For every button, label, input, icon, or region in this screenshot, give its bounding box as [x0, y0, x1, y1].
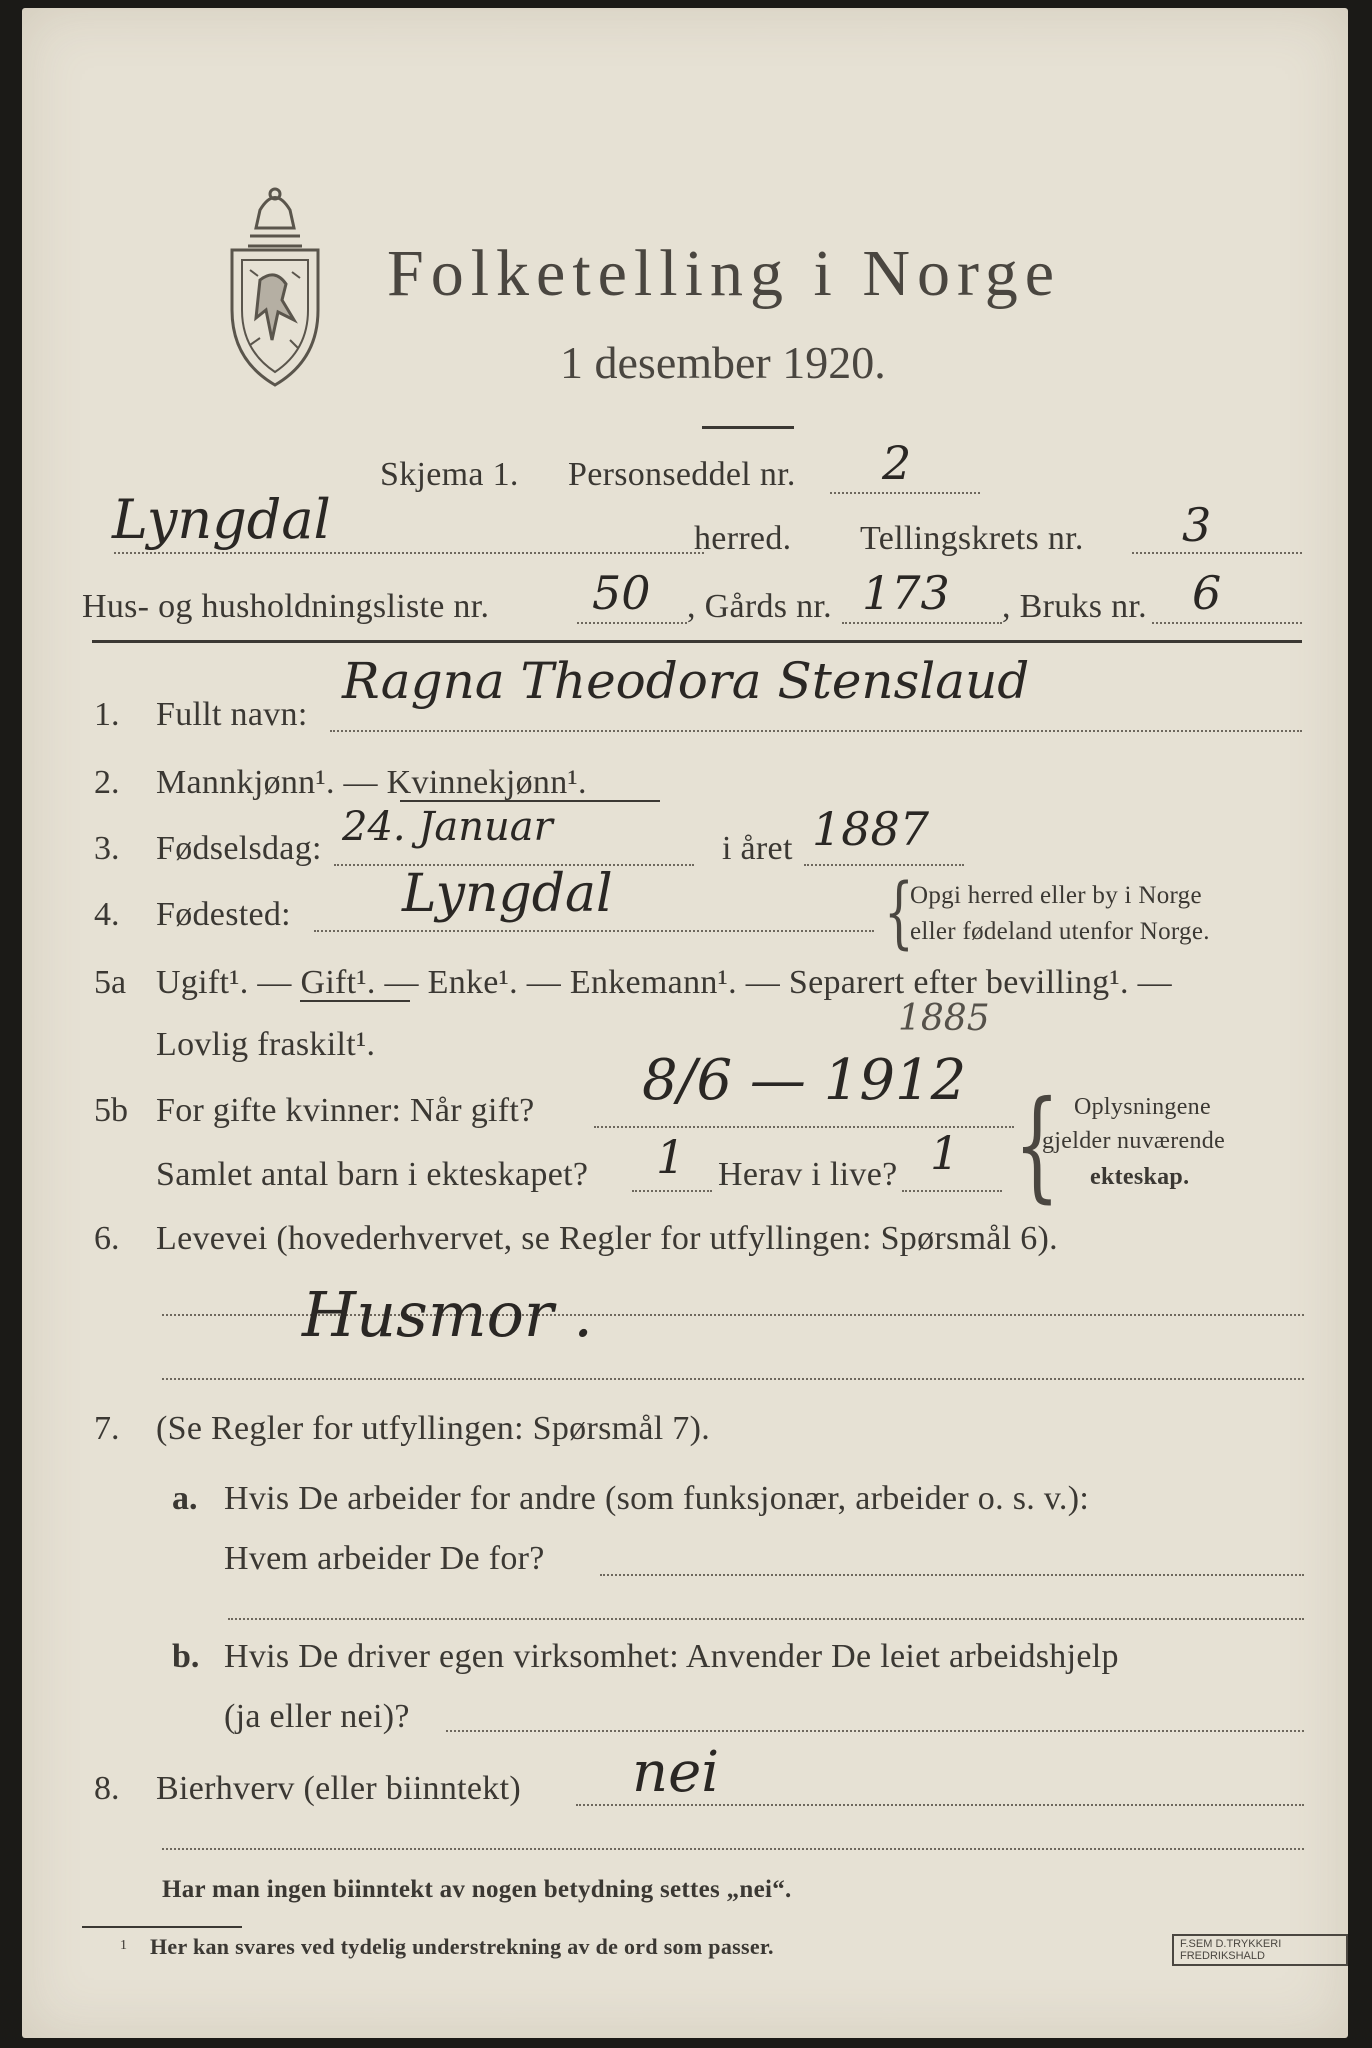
q2-label: Mannkjønn¹. — Kvinnekjønn¹.: [156, 764, 587, 801]
q2-underline: [400, 800, 660, 802]
q5b-alive-label: Herav i live?: [718, 1156, 898, 1193]
q5b-brace: {: [1014, 1076, 1060, 1215]
q4-note-line1: Opgi herred eller by i Norge: [910, 882, 1202, 909]
personseddel-value[interactable]: 2: [882, 436, 912, 490]
gards-line: [842, 622, 1002, 624]
q5b-note-line2: gjelder nuværende: [1042, 1128, 1226, 1154]
q5a-number: 5a: [94, 964, 127, 1001]
hus-value[interactable]: 50: [592, 566, 651, 620]
q4-note-line2: eller fødeland utenfor Norge.: [910, 918, 1210, 945]
q7a-line1: Hvis De arbeider for andre (som funksjonær, arbeider o. s. v.):: [224, 1480, 1090, 1517]
q4-line: [314, 930, 874, 932]
q5a-underline: [300, 1000, 410, 1002]
q1-label: Fullt navn:: [156, 696, 308, 733]
q2-number: 2.: [94, 764, 120, 801]
hus-line: [577, 622, 687, 624]
q1-value[interactable]: Ragna Theodora Stenslaud: [342, 652, 1030, 710]
q5b-children-line: [632, 1190, 712, 1192]
q7a-line2: Hvem arbeider De for?: [224, 1540, 545, 1577]
bruks-value[interactable]: 6: [1192, 566, 1222, 620]
q7b-line1: Hvis De driver egen virksomhet: Anvender De leiet arbeidshjelp: [224, 1638, 1119, 1675]
personseddel-line: [830, 492, 980, 494]
q5b-alive-value[interactable]: 1: [930, 1126, 960, 1180]
herred-line: [114, 552, 704, 554]
q7a-line: [600, 1574, 1304, 1576]
title-divider: [702, 426, 794, 429]
q8-number: 8.: [94, 1770, 120, 1807]
q5b-children-value[interactable]: 1: [656, 1130, 686, 1184]
header-rule: [92, 640, 1302, 643]
q5b-note-line3: ekteskap.: [1090, 1164, 1190, 1190]
q4-number: 4.: [94, 896, 120, 933]
q4-value[interactable]: Lyngdal: [402, 864, 613, 924]
tellingskrets-line: [1132, 552, 1302, 554]
q7a-letter: a.: [172, 1480, 198, 1517]
census-form-page: [22, 8, 1348, 2038]
norwegian-coat-of-arms-icon: [220, 180, 330, 390]
q8-label: Bierhverv (eller biinntekt): [156, 1770, 521, 1807]
q7-number: 7.: [94, 1410, 120, 1447]
q5b-alive-line: [902, 1190, 1002, 1192]
form-title: Folketelling i Norge: [387, 237, 1062, 310]
q3-year-line: [804, 864, 964, 866]
q4-brace: {: [884, 868, 914, 958]
q3-label: Fødselsdag:: [156, 830, 322, 867]
q3-number: 3.: [94, 830, 120, 867]
q5b-label: For gifte kvinner: Når gift?: [156, 1092, 535, 1129]
q8-line-extra: [162, 1848, 1304, 1850]
tellingskrets-value[interactable]: 3: [1182, 498, 1212, 552]
gards-value[interactable]: 173: [862, 566, 950, 620]
footnote-rule: [82, 1926, 242, 1928]
q5a-line1: Ugift¹. — Gift¹. — Enke¹. — Enkemann¹. — Separert efter bevilling¹. —: [156, 964, 1172, 1001]
q5b-note-line1: Oplysningene: [1074, 1094, 1211, 1120]
q5a-annotation: 1885: [898, 998, 990, 1039]
q7b-line: [446, 1730, 1304, 1732]
personseddel-label: Personseddel nr.: [568, 456, 796, 493]
census-date: 1 desember 1920.: [560, 337, 886, 388]
q6-line2: [162, 1378, 1304, 1380]
q5a-line2: Lovlig fraskilt¹.: [156, 1026, 376, 1063]
q6-value[interactable]: Husmor .: [302, 1278, 593, 1351]
footnote-text: Her kan svares ved tydelig understrekning av de ord som passer.: [150, 1934, 774, 1959]
tellingskrets-label: Tellingskrets nr.: [860, 520, 1084, 557]
q7b-letter: b.: [172, 1638, 200, 1675]
q1-number: 1.: [94, 696, 120, 733]
footer-note: Har man ingen biinntekt av nogen betydning settes „nei“.: [162, 1876, 792, 1903]
q7b-line2: (ja eller nei)?: [224, 1698, 410, 1735]
q4-label: Fødested:: [156, 896, 291, 933]
q5b-value[interactable]: 8/6 — 1912: [642, 1048, 967, 1113]
gards-label: , Gårds nr.: [687, 588, 832, 625]
skjema-label: Skjema 1.: [380, 456, 519, 493]
herred-value[interactable]: Lyngdal: [112, 488, 331, 551]
q7a-line-extra: [228, 1618, 1304, 1620]
bruks-label: , Bruks nr.: [1002, 588, 1147, 625]
q1-line: [330, 730, 1302, 732]
q3-year-value[interactable]: 1887: [812, 802, 930, 856]
q3-value[interactable]: 24. Januar: [342, 804, 553, 850]
q5b-number: 5b: [94, 1092, 128, 1129]
hus-label: Hus- og husholdningsliste nr.: [82, 588, 490, 625]
bruks-line: [1152, 622, 1302, 624]
printer-stamp: F.SEM D.TRYKKERI FREDRIKSHALD: [1172, 1934, 1348, 1966]
q8-value[interactable]: nei: [632, 1740, 720, 1805]
q6-number: 6.: [94, 1220, 120, 1257]
q6-label: Levevei (hovederhvervet, se Regler for utfyllingen: Spørsmål 6).: [156, 1220, 1058, 1257]
footnote-mark: 1: [120, 1938, 127, 1953]
q7-label: (Se Regler for utfyllingen: Spørsmål 7).: [156, 1410, 711, 1447]
q3-year-label: i året: [722, 830, 793, 867]
q5b-children-label: Samlet antal barn i ekteskapet?: [156, 1156, 589, 1193]
herred-label: herred.: [694, 520, 792, 557]
